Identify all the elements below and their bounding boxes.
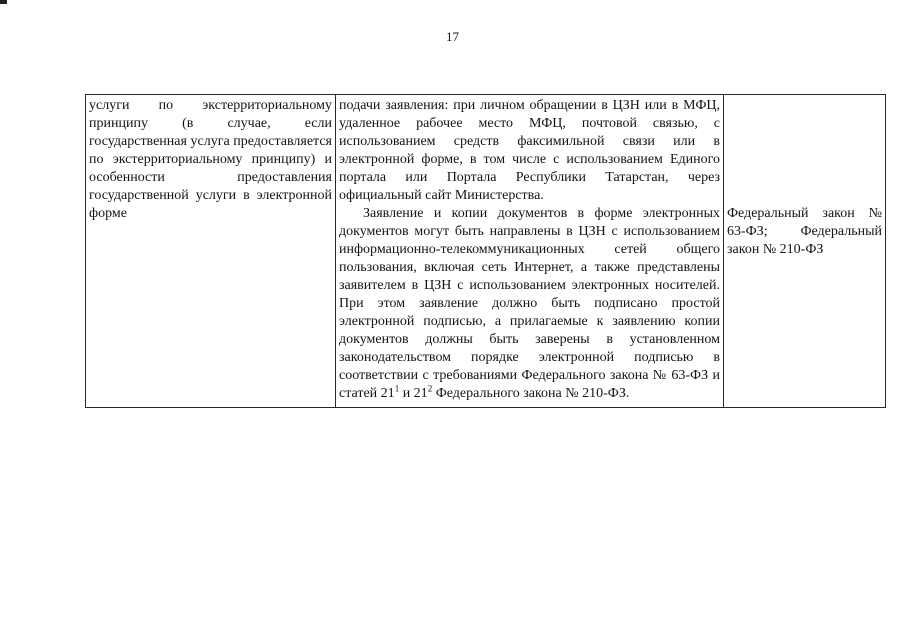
table-cell-section-name [86, 95, 336, 408]
section-name-text: услуги по экстерриториальному принципу (в случае, если государственная услуга предоставляется по экстерриториальному принципу) и особенности предоставления государственной услуги в электронной форме [89, 98, 332, 221]
superscript-2: 2 [427, 383, 433, 394]
table-cell-legal-basis [724, 95, 886, 408]
legal-basis-text: Федеральный закон № 63-ФЗ; Федеральный закон № 210-ФЗ [727, 206, 882, 257]
content-paragraph-2-text: Заявление и копии документов в форме электронных документов могут быть направлены в ЦЗН с использованием информационно-телекоммуникационных сетей общего пользования, включая сеть Интернет, а также представлены заявителем в ЦЗН с использованием электронных носителей. При этом заявление должно быть подписано простой электронной подписью, а прилагаемые к заявлению копии документов должны быть заверены в установленном законодательством порядке электронной подписью в соответствии с требованиями Федерального закона № 63-ФЗ и статей 21 [339, 206, 720, 401]
page-number: 17 [446, 29, 459, 44]
content-paragraph-2 [339, 205, 720, 403]
table-cell-section-content [336, 95, 724, 408]
content-paragraph-2-middle: и 21 [399, 386, 428, 401]
content-paragraph-2-end: Федерального закона № 210-ФЗ. [432, 386, 630, 401]
content-paragraph-1: подачи заявления: при личном обращении в ЦЗН или в МФЦ, удаленное рабочее место МФЦ, почтовой связью, с использованием средств факсимильной связи или в электронной форме, в том числе с использованием Единого портала или Портала Республики Татарстан, через официальный сайт Министерства. [339, 98, 720, 203]
document-table [85, 94, 886, 408]
scan-corner-mark [0, 0, 7, 4]
superscript-1: 1 [394, 383, 400, 394]
table-row [86, 95, 886, 408]
